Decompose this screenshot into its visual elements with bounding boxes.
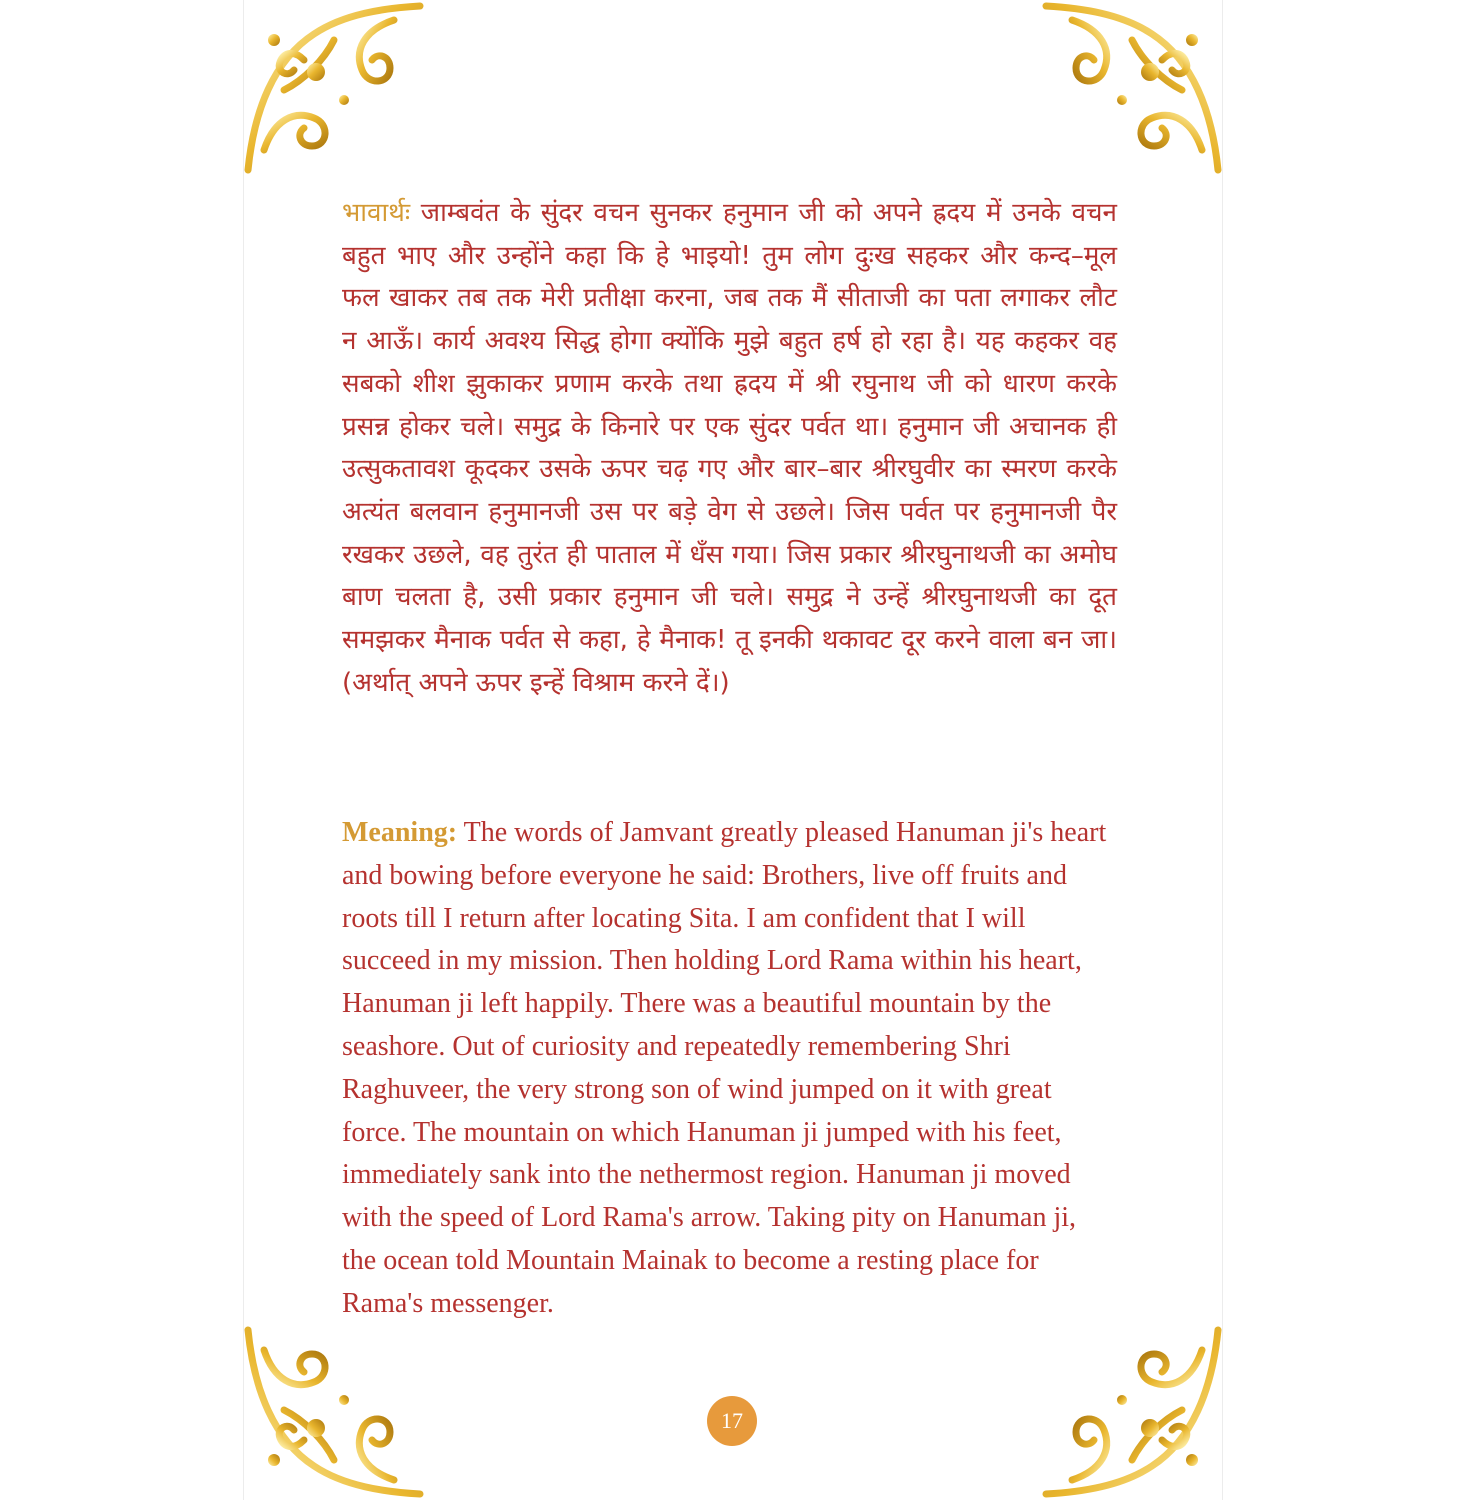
hindi-meaning-text: जाम्बवंत के सुंदर वचन सुनकर हनुमान जी को अपने ह्रदय में उनके वचन बहुत भाए और उन्होंने कहा कि हे भाइयो! तुम लोग दुःख सहकर और कन्द–मूल फल खाकर तब तक मेरी प्रतीक्षा करना, जब तक मैं सीताजी का पता लगाकर लौट न आऊँ। कार्य अवश्य सिद्ध होगा क्योंकि मुझे बहुत हर्ष हो रहा है। यह कहकर वह सबको शीश झुकाकर प्रणाम करके तथा ह्रदय में श्री रघुनाथ जी को धारण करके प्रसन्न होकर चले। समुद्र के किनारे पर एक सुंदर पर्वत था। हनुमान जी अचानक ही उत्सुकतावश कूदकर उसके ऊपर चढ़ गए और बार–बार श्रीरघुवीर का स्मरण करके अत्यंत बलवान हनुमानजी उस पर बड़े वेग से उछले। जिस पर्वत पर हनुमानजी पैर रखकर उछले, वह तुरंत ही पाताल में धँस गया। जिस प्रकार श्रीरघुनाथजी का अमोघ बाण चलता है, उसी प्रकार हनुमान जी चले। समुद्र ने उन्हें श्रीरघुनाथजी का दूत समझकर मैनाक पर्वत से कहा, हे मैनाक! तू इनकी थकावट दूर करने वाला बन जा। (अर्थात् अपने ऊपर इन्हें विश्राम करने दें।) [342,198,1117,698]
book-page [243,0,1223,1500]
english-meaning-paragraph [342,812,1117,1326]
corner-ornament-top-right-icon [1042,0,1222,180]
english-meaning-text: The words of Jamvant greatly pleased Hanuman ji's heart and bowing before everyone he said: Brothers, live off fruits and roots till I return after locating Sita. I am confident that I will succeed in my mission. Then holding Lord Rama within his heart, Hanuman ji left happily. There was a beautiful mountain by the seashore. Out of curiosity and repeatedly remembering Shri Raghuveer, the very strong son of wind jumped on it with great force. The mountain on which Hanuman ji jumped with his feet, immediately sank into the nethermost region. Hanuman ji moved with the speed of Lord Rama's arrow. Taking pity on Hanuman ji, the ocean told Mountain Mainak to become a resting place for Rama's messenger. [342,817,1107,1319]
corner-ornament-bottom-left-icon [244,1320,424,1500]
corner-ornament-top-left-icon [244,0,424,180]
corner-ornament-bottom-right-icon [1042,1320,1222,1500]
page-number-badge: 17 [707,1396,757,1446]
hindi-meaning-label: भावार्थः [342,198,411,228]
hindi-meaning-paragraph [342,192,1117,704]
english-meaning-label: Meaning: [342,817,458,848]
